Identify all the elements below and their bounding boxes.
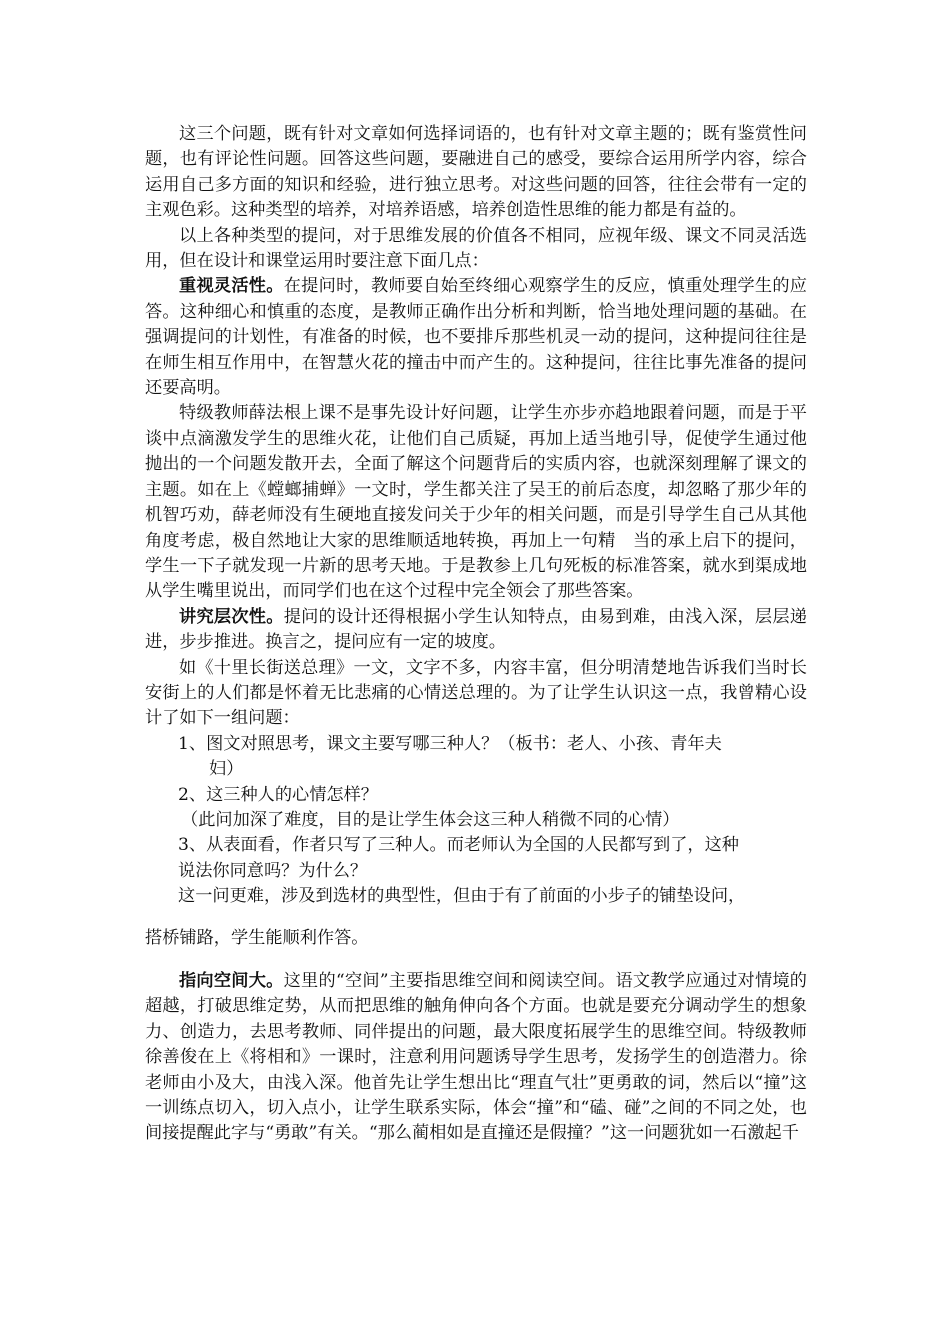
paragraph-7-cont: 搭桥铺路，学生能顺利作答。: [145, 927, 369, 948]
paragraph-7: 这一问更难，涉及到选材的典型性，但由于有了前面的小步子的铺垫设问，: [178, 886, 746, 907]
question-3: 3、从表面看，作者只写了三种人。而老师认为全国的人民都写到了，这种: [178, 835, 739, 856]
paragraph-3-text: 在提问时，教师要自始至终细心观察学生的反应，慎重处理学生的应答。这种细心和慎重的态度，是教师正确作出分析和判断，恰当地处理问题的基础。在强调提问的计划性，有准备的时候，也不要排斥那些机灵一动的提问，这种提问往往是在师生相互作用中，在智慧火花的撞击中而产生的。这种提问，往往比事先准备的提问还要高明。: [145, 276, 807, 399]
question-2: 2、这三种人的心情怎样？: [178, 784, 378, 805]
heading-hierarchy: 讲究层次性。: [179, 606, 284, 627]
paragraph-5: [145, 605, 807, 656]
paragraph-2: 以上各种类型的提问，对于思维发展的价值各不相同，应视年级、课文不同灵活选用，但在设计和课堂运用时要注意下面几点：: [145, 225, 807, 272]
question-1: 1、图文对照思考，课文主要写哪三种人？（板书：老人、小孩、青年夫: [178, 733, 722, 754]
document-page: [145, 122, 807, 1147]
paragraph-3: [145, 274, 807, 401]
paragraph-8-text: 这里的“空间”主要指思维空间和阅读空间。语文教学应通过对情境的超越，打破思维定势，从而把思维的触角伸向各个方面。也就是要充分调动学生的想象力、创造力，去思考教师、同伴提出的问题，最大限度拓展学生的思维空间。特级教师徐善俊在上《将相和》一课时，注意利用问题诱导学生思考，发扬学生的创造潜力。徐老师由小及大，由浅入深。他首先让学生想出比“理直气壮”更勇敢的词，然后以“撞”这一训练点切入，切入点小，让学生联系实际，体会“撞”和“磕、碰”之间的不同之处，也间接提醒此字与“勇敢”有关。“那么蔺相如是直撞还是假撞？”这一问题犹如一石激起千: [145, 971, 807, 1144]
question-2-note: （此问加深了难度，目的是让学生体会这三种人稍微不同的心情）: [181, 809, 680, 830]
heading-flexibility: 重视灵活性。: [179, 276, 284, 297]
paragraph-4: 特级教师薛法根上课不是事先设计好问题，让学生亦步亦趋地跟着问题，而是于平谈中点滴激发学生的思维火花，让他们自己质疑，再加上适当地引导，促使学生通过他抛出的一个问题发散开去，全面了解这个问题背后的实质内容，也就深刻理解了课文的主题。如在上《螳螂捕蝉》一文时，学生都关注了吴王的前后态度，却忽略了那少年的机智巧劝，薛老师没有生硬地直接发问关于少年的相关问题，而是引导学生自己从其他角度考虑，极自然地让大家的思维顺适地转换，再加上一句精 当的承上启下的提问，学生一下子就发现一片新的思考天地。于是教参上几句死板的标准答案，就水到渠成地从学生嘴里说出，而同学们也在这个过程中完全领会了那些答案。: [145, 403, 807, 602]
paragraph-8: [145, 969, 807, 1147]
heading-space: 指向空间大。: [179, 971, 284, 991]
paragraph-6: 如《十里长街送总理》一文，文字不多，内容丰富，但分明清楚地告诉我们当时长安街上的人们都是怀着无比悲痛的心情送总理的。为了让学生认识这一点，我曾精心设计了如下一组问题：: [145, 657, 807, 729]
paragraph-1: 这三个问题，既有针对文章如何选择词语的，也有针对文章主题的；既有鉴赏性问题，也有评论性问题。回答这些问题，要融进自己的感受，要综合运用所学内容，综合运用自己多方面的知识和经验，进行独立思考。对这些问题的回答，往往会带有一定的主观色彩。这种类型的培养，对培养语感，培养创造性思维的能力都是有益的。: [145, 124, 807, 221]
paragraph-5-text: 提问的设计还得根据小学生认知特点，由易到难，由浅入深，层层递进，步步推进。换言之，提问应有一定的坡度。: [145, 606, 807, 653]
question-3-cont: 说法你同意吗？为什么？: [178, 860, 368, 881]
question-1-cont: 妇）: [209, 759, 244, 780]
